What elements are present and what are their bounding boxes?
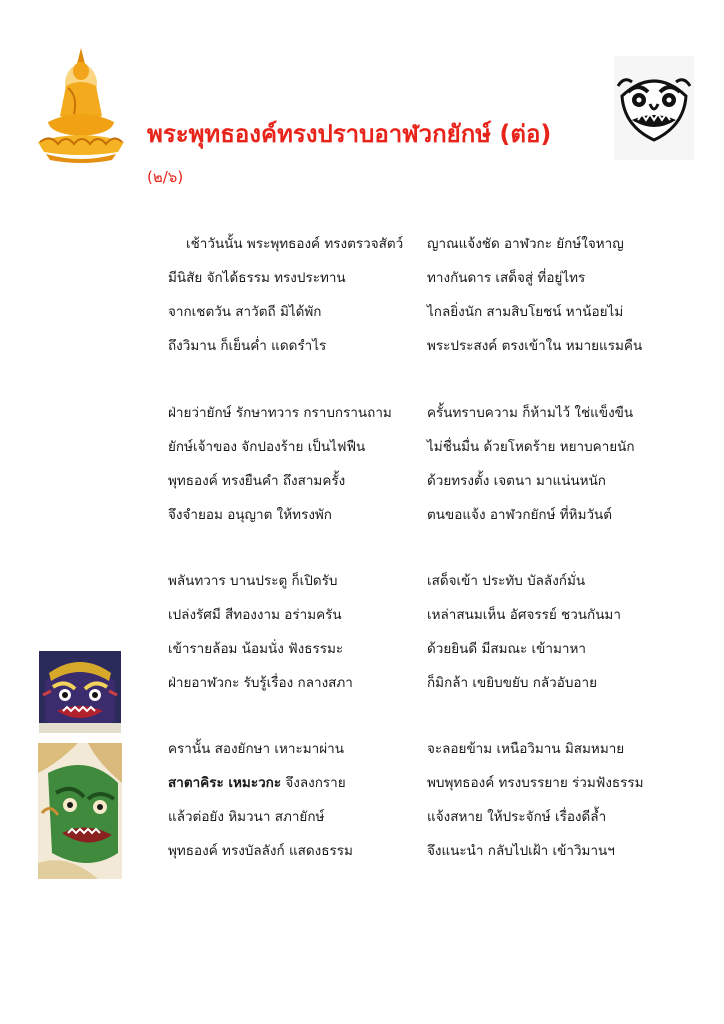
line-left-bold: สาตาคิระ เหมะวกะ — [168, 775, 282, 791]
poem-line — [0, 268, 724, 302]
red-mask-image — [39, 651, 121, 733]
line-right: จึงแนะนำ กลับไปเฝ้า เข้าวิมานฯ — [427, 843, 615, 859]
line-right: ไกลยิ่งนัก สามสิบโยชน์ หาน้อยไม่ — [427, 304, 624, 320]
line-left: จึงจำยอม อนุญาต ให้ทรงพัก — [168, 507, 332, 523]
poem-line — [0, 571, 724, 605]
line-left: พลันทวาร บานประตู ก็เปิดรับ — [168, 573, 338, 589]
line-left: เปล่งรัศมี สีทองงาม อร่ามครัน — [168, 607, 342, 623]
line-right: พระประสงค์ ตรงเข้าใน หมายแรมคืน — [427, 338, 643, 354]
buddha-image — [32, 44, 130, 164]
line-right: ทางกันดาร เสด็จสู่ ที่อยู่ไทร — [427, 270, 586, 286]
line-left: ฝ่ายอาฬวกะ รับรู้เรื่อง กลางสภา — [168, 675, 353, 691]
yaksha-face-image — [614, 56, 694, 160]
stanza-2 — [0, 403, 724, 539]
poem-line — [0, 302, 724, 336]
line-right: ไม่ชื่นมื่น ด้วยโหดร้าย หยาบคายนัก — [427, 439, 635, 455]
poem-line — [0, 234, 724, 268]
line-right: จะลอยข้าม เหนือวิมาน มิสมหมาย — [427, 741, 625, 757]
green-mask-image — [38, 743, 122, 879]
line-left: พุทธองค์ ทรงยืนคำ ถึงสามครั้ง — [168, 473, 346, 489]
line-left-rest: จึงลงกราย — [281, 775, 346, 791]
line-left: ครานั้น สองยักษา เหาะมาผ่าน — [168, 741, 344, 757]
line-right: พบพุทธองค์ ทรงบรรยาย ร่วมฟังธรรม — [427, 775, 644, 791]
page-title-main: พระพุทธองค์ทรงปราบอาฬวกยักษ์ — [147, 120, 492, 148]
line-left: ฝ่ายว่ายักษ์ รักษาทวาร กราบกรานถาม — [168, 405, 392, 421]
poem-line — [0, 437, 724, 471]
line-right: ด้วยยินดี มีสมณะ เข้ามาหา — [427, 641, 586, 657]
stanza-1 — [0, 234, 724, 370]
line-right: เหล่าสนมเห็น อัศจรรย์ ชวนกันมา — [427, 607, 621, 623]
line-left: ถึงวิมาน ก็เย็นค่ำ แดดรำไร — [168, 338, 327, 354]
line-left: มีนิสัย จักได้ธรรม ทรงประทาน — [168, 270, 346, 286]
line-left — [168, 773, 346, 793]
page-title-suffix: (ต่อ) — [491, 120, 552, 148]
line-right: ก็มิกล้า เขยิบขยับ กลัวอับอาย — [427, 675, 598, 691]
line-right: ตนขอแจ้ง อาฬวกยักษ์ ที่หิมวันต์ — [427, 507, 613, 523]
line-right: ด้วยทรงตั้ง เจตนา มาแน่นหนัก — [427, 473, 606, 489]
line-left: พุทธองค์ ทรงบัลลังก์ แสดงธรรม — [168, 843, 353, 859]
poem-line — [0, 336, 724, 370]
page-title — [147, 114, 551, 153]
poem-line — [0, 505, 724, 539]
poem-line — [0, 605, 724, 639]
line-left: เช้าวันนั้น พระพุทธองค์ ทรงตรวจสัตว์ — [186, 236, 404, 252]
line-right: เสด็จเข้า ประทับ บัลลังก์มั่น — [427, 573, 586, 589]
line-right: ญาณแจ้งชัด อาฬวกะ ยักษ์ใจหาญ — [427, 236, 624, 252]
poem-line — [0, 403, 724, 437]
part-number: (๒/๖) — [147, 168, 184, 186]
poem-line — [0, 471, 724, 505]
line-left: จากเชตวัน สาวัตถี มิได้พัก — [168, 304, 322, 320]
line-left: ยักษ์เจ้าของ จักปองร้าย เป็นไฟฟืน — [168, 439, 366, 455]
line-left: แล้วต่อยัง หิมวนา สภายักษ์ — [168, 809, 325, 825]
line-right: ครั้นทราบความ ก็ห้ามไว้ ใช่แข็งขืน — [427, 405, 634, 421]
line-right: แจ้งสหาย ให้ประจักษ์ เรื่องดีล้ำ — [427, 809, 607, 825]
line-left: เข้ารายล้อม น้อมนั่ง ฟังธรรมะ — [168, 641, 344, 657]
